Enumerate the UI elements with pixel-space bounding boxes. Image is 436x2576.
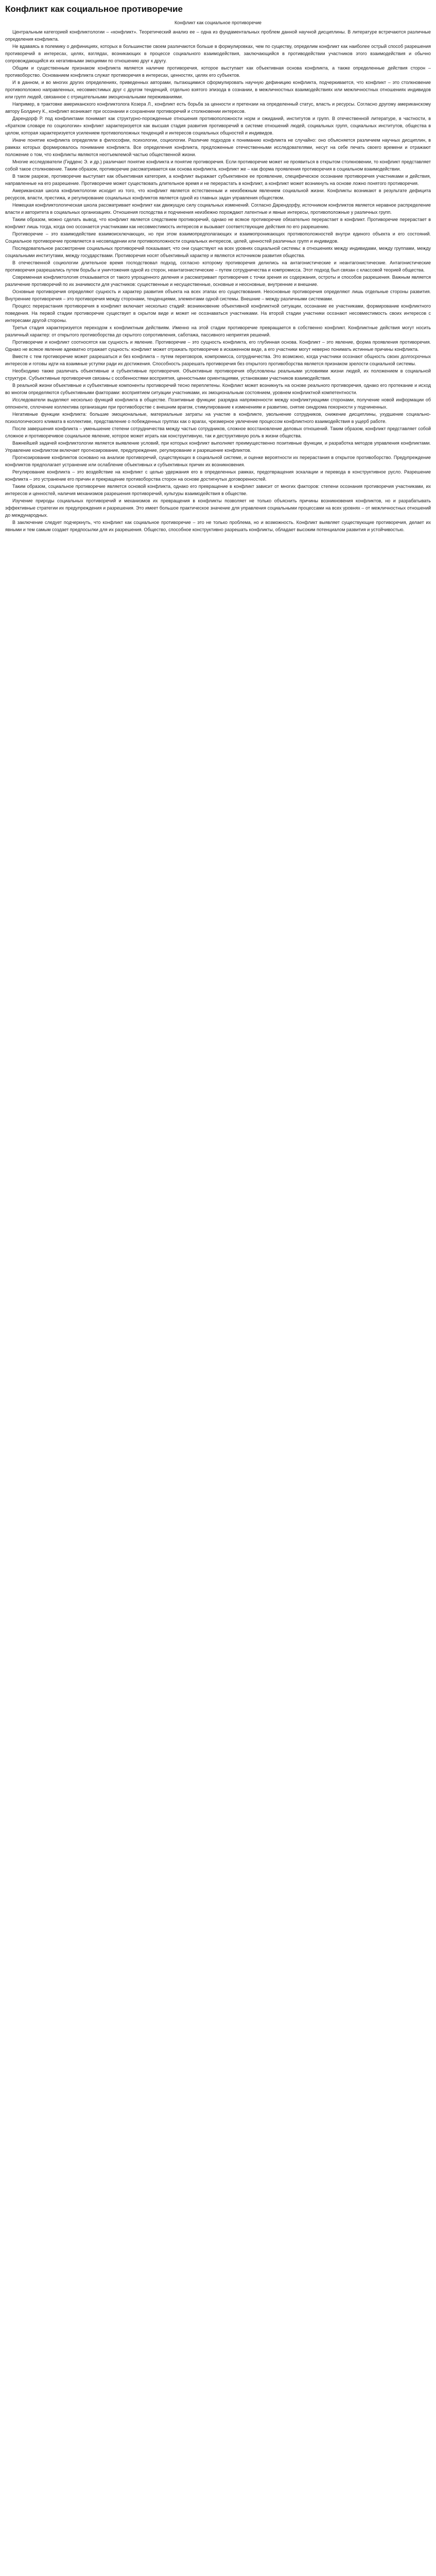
paragraph: Современная конфликтология отказывается от такого упрощенного деления и рассматривает противоречия с точки зрения их содержания, остроты и способов разрешения. Важным является различение противоречий по их значимости для участников: существенные и несущественные, основные и неосновные, внутренние и внешние.	[5, 275, 431, 287]
paragraph: Негативные функции конфликта: большие эмоциональные, материальные затраты на участие в конфликте, увольнение сотрудников, снижение дисциплины, ухудшение социально-психологического климата в коллективе, представление о побежденных группах как о врагах, чрезмерное увлечение процессом конфликтного взаимодействия в ущерб работе.	[5, 412, 431, 424]
paragraph: В отечественной социологии длительное время господствовал подход, согласно которому противоречия делились на антагонистические и неантагонистические. Антагонистические противоречия разрешались путем борьбы и уничтожения одной из сторон, неантагонистические – путем сотрудничества и компромисса. Этот подход был связан с классовой теорией общества.	[5, 260, 431, 273]
paragraph: Вместе с тем противоречие может разрешаться и без конфликта – путем переговоров, компромисса, сотрудничества. Это возможно, когда участники осознают общность своих долгосрочных интересов и готовы идти на взаимные уступки ради их достижения. Способность разрешать противоречия без открытого противоборства является признаком зрелости социальной системы.	[5, 354, 431, 366]
paragraph: Третья стадия характеризуется переходом к конфликтным действиям. Именно на этой стадии противоречие превращается в собственно конфликт. Конфликтные действия могут носить различный характер: от открытого противоборства до скрытого сопротивления, саботажа, пассивного неприятия решений.	[5, 325, 431, 337]
paragraph: Центральным категорией конфликтологии – «конфликт». Теоретический анализ ее – одна из фундаментальных проблем данной научной дисциплины. В литературе встречаются различные определения конфликта.	[5, 29, 431, 42]
paragraph: Прогнозирование конфликтов основано на анализе противоречий, существующих в социальной системе, и оценке вероятности их перерастания в открытое противоборство. Предупреждение конфликтов предполагает устранение или ослабление объективных и субъективных причин их возникновения.	[5, 455, 431, 467]
paragraph: Процесс перерастания противоречия в конфликт включает несколько стадий: возникновение объективной конфликтной ситуации, осознание ее участниками, формирование конфликтного поведения. На первой стадии противоречие существует в скрытом виде и может не осознаваться участниками. На второй стадии участники осознают несовместимость своих интересов с интересами другой стороны.	[5, 303, 431, 323]
paragraph: Необходимо также различать объективные и субъективные противоречия. Объективные противоречия обусловлены реальными условиями жизни людей, их положением в социальной структуре. Субъективные противоречия связаны с особенностями восприятия, ценностными ориентациями, установками участников взаимодействия.	[5, 368, 431, 381]
paragraph: Например, в трактовке американского конфликтолога Козера Л., конфликт есть борьба за ценности и претензии на определенный статус, власть и ресурсы. Согласно другому американскому автору Болдингу К., конфликт возникает при осознании и сохранении противоречий и столкновении интересов.	[5, 101, 431, 114]
paragraph: Регулирование конфликта – это воздействие на конфликт с целью удержания его в определенных рамках, предотвращения эскалации и перевода в конструктивное русло. Разрешение конфликта – это устранение его причин и прекращение противоборства сторон на основе достигнутых договоренностей.	[5, 469, 431, 482]
paragraph: Не вдаваясь в полемику о дефинициях, которых в большинстве своем различаются больше в формулировках, чем по существу, определим конфликт как наиболее острый способ разрешения противоречий в интересах, целях, взглядах, возникающих в процессе социального взаимодействия, заключающийся в противодействии участников этого взаимодействия и обычно сопровождающийся их негативными эмоциями по отношению друг к другу.	[5, 44, 431, 63]
paragraph: Важнейшей задачей конфликтологии является выявление условий, при которых конфликт выполняет преимущественно позитивные функции, и разработка методов управления конфликтами. Управление конфликтом включает прогнозирование, предупреждение, регулирование и разрешение конфликтов.	[5, 440, 431, 453]
paragraph: После завершения конфликта – уменьшение степени сотрудничества между частью сотрудников, сложное восстановление деловых отношений. Таким образом, конфликт представляет собой сложное и противоречивое социальное явление, которое может играть как конструктивную, так и деструктивную роль в жизни общества.	[5, 426, 431, 438]
paragraph: Таким образом, можно сделать вывод, что конфликт является следствием противоречий, однако не всякое противоречие обязательно перерастает в конфликт. Противоречие перерастает в конфликт лишь тогда, когда оно осознается участниками как несовместимость интересов и вызывает соответствующие действия по его разрешению.	[5, 217, 431, 229]
paragraph: Противоречие – это взаимодействие взаимоисключающих, но при этом взаимопредполагающих и взаимопроникающих противоположностей внутри единого объекта и его состояний. Социальное противоречие проявляется в несовпадении или противоположности социальных интересов, целей, ценностей различных групп и индивидов.	[5, 231, 431, 244]
paragraph: В заключение следует подчеркнуть, что конфликт как социальное противоречие – это не только проблема, но и возможность. Конфликт выявляет существующие противоречия, делает их явными и тем самым создает предпосылки для их разрешения. Общество, способное конструктивно разрешать конфликты, обладает высоким потенциалом развития и устойчивостью.	[5, 520, 431, 532]
paragraph: В таком разрезе, противоречие выступает как объективная категория, а конфликт выражает субъективное ее проявление, специфическое осознание противоречия участниками и действия, направленные на его разрешение. Противоречие может существовать длительное время и не перерастать в конфликт, а конфликт может возникнуть на основе ложно понятого противоречия.	[5, 174, 431, 186]
paragraph: Таким образом, социальное противоречие является основой конфликта, однако его превращение в конфликт зависит от многих факторов: степени осознания противоречия участниками, их интересов и ценностей, наличия механизмов разрешения противоречий, культуры взаимодействия в обществе.	[5, 484, 431, 496]
paragraph: В реальной жизни объективные и субъективные компоненты противоречий тесно переплетены. Конфликт может возникнуть на основе реального противоречия, однако его протекание и исход во многом определяются субъективными факторами: восприятием ситуации участниками, их эмоциональным состоянием, уровнем конфликтной компетентности.	[5, 383, 431, 395]
section-subtitle: Конфликт как социальное противоречие	[174, 20, 262, 25]
paragraph: Иначе понятие конфликта определяли в философии, психологии, социологии. Различие подходов к пониманию конфликта не случайно: оно объясняется различием научных дисциплин, в рамках которых формировалось понимание конфликта. Все определения конфликта, предложенные отечественными исследователями, несут на себе печать своего времени и отражают положение о том, что конфликты являются неотъемлемой частью общественной жизни.	[5, 138, 431, 157]
paragraph: Противоречие и конфликт соотносятся как сущность и явление. Противоречие – это сущность конфликта, его глубинная основа. Конфликт – это явление, форма проявления противоречия. Однако не всякое явление адекватно отражает сущность: конфликт может отражать противоречие в искаженном виде, а его участники могут неверно понимать истинные причины конфликта.	[5, 340, 431, 352]
article-body	[5, 28, 431, 533]
paragraph: Общим и существенным признаком конфликта является наличие противоречия, которое выступает как объективная основа конфликта, а также определенные действия сторон – противоборство. Основанием конфликта служат противоречия в интересах, ценностях, целях его субъектов.	[5, 65, 431, 78]
paragraph: Дарендорф Р. под конфликтами понимает как структурно-порожденные отношения противоположности норм и ожиданий, институтов и групп. В отечественной литературе, в частности, в «Кратком словаре по социологии» конфликт характеризуется как высшая стадия развития противоречий в системе отношений людей, социальных групп, социальных институтов, общества в целом, которая характеризуется усилением противоположных тенденций и интересов социальных общностей и индивидов.	[5, 116, 431, 135]
paragraph: Немецкая конфликтологическая школа рассматривает конфликт как движущую силу социальных изменений. Согласно Дарендорфу, источником конфликтов является неравное распределение власти и авторитета в социальных организациях. Отношения господства и подчинения неизбежно порождают латентные и явные интересы, противоположные у различных групп.	[5, 202, 431, 215]
paragraph: Изучение природы социальных противоречий и механизмов их превращения в конфликты позволяет не только объяснить причины возникновения конфликтов, но и разрабатывать эффективные стратегии их предупреждения и разрешения. Это имеет большое практическое значение для управления социальными процессами на всех уровнях – от межличностных отношений до международных.	[5, 498, 431, 518]
paragraph: Многие исследователи (Гидденс Э. и др.) различают понятие конфликта и понятие противоречия. Если противоречие может не проявиться в открытом столкновении, то конфликт представляет собой такое столкновение. Таким образом, противоречие рассматривается как основа конфликта, конфликт же – как форма проявления противоречия в социальном взаимодействии.	[5, 159, 431, 172]
paragraph: Основные противоречия определяют сущность и характер развития объекта на всех этапах его существования. Неосновные противоречия определяют лишь отдельные стороны развития. Внутренние противоречия – это противоречия между сторонами, тенденциями, элементами одной системы. Внешние – между различными системами.	[5, 289, 431, 301]
paragraph: Американская школа конфликтологии исходит из того, что конфликт является естественным и неизбежным явлением социальной жизни. Конфликты возникают в результате дефицита ресурсов, власти, престижа, и регулирование социальных конфликтов является одной из главных задач управления обществом.	[5, 188, 431, 200]
page-title: Конфликт как социальное противоречие	[5, 4, 183, 14]
paragraph: И в данном, и во многих других определениях, приведенных авторами, пытающимися сформулировать научную дефиницию конфликта, подчеркивается, что конфликт – это столкновение противоположно направленных, несовместимых друг с другом тенденций, отдельно взятого эпизода в сознании, в межличностных взаимодействиях или межличностных отношениях индивидов или групп людей, связанное с отрицательными эмоциональными переживаниями.	[5, 80, 431, 99]
paragraph: Последовательное рассмотрение социальных противоречий показывает, что они существуют на всех уровнях социальной системы: в отношениях между индивидами, между группами, между социальными институтами, между государствами. Противоречия носят объективный характер и являются источником развития общества.	[5, 246, 431, 258]
paragraph: Исследователи выделяют несколько функций конфликта в обществе. Позитивные функции: разрядка напряженности между конфликтующими сторонами, получение новой информации об оппоненте, сплочение коллектива организации при противоборстве с внешним врагом, стимулирование к изменениям и развитию, снятие синдрома покорности у подчиненных.	[5, 397, 431, 410]
